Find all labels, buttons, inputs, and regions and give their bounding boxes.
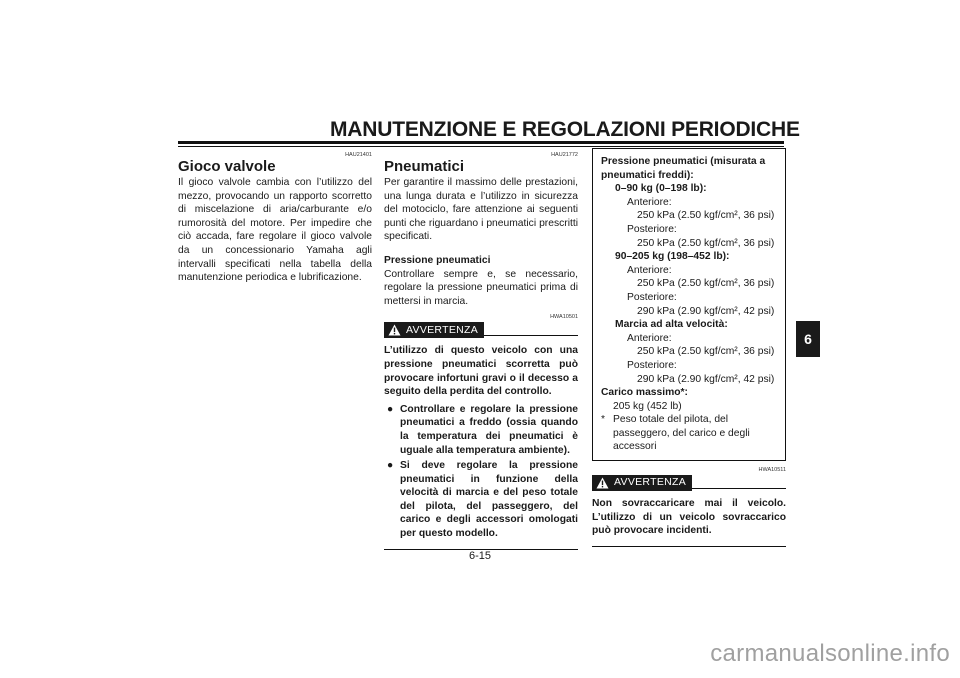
spec-footnote bbox=[601, 413, 777, 454]
spec-range-1: 0–90 kg (0–198 lb): bbox=[615, 183, 707, 195]
spec-title: Pressione pneumatici (misurata a pneumatici freddi): bbox=[601, 156, 766, 181]
warning-triangle-icon bbox=[596, 477, 609, 489]
tires-title: Pneumatici bbox=[384, 158, 465, 175]
spec-max-load-value: 205 kg (452 lb) bbox=[613, 400, 682, 412]
valve-clearance-title: Gioco valvole bbox=[178, 158, 276, 175]
bullet-icon: ● bbox=[387, 460, 394, 472]
spec-rear-label: Posteriore: bbox=[627, 359, 677, 371]
watermark: carmanualsonline.info bbox=[710, 640, 950, 667]
spec-max-load-label: Carico massimo*: bbox=[601, 387, 688, 399]
spec-rear-label: Posteriore: bbox=[627, 291, 677, 303]
right-column bbox=[592, 152, 786, 547]
list-item bbox=[384, 459, 578, 541]
valve-clearance-body: Il gioco valvole cambia con l’utilizzo del mezzo, provocando un rapporto scorretto di miscelazione di aria/carburante e/o rumorosità del motore. Per impedire che ciò accada, fare regolare il gioco valvole da un concessionario Yamaha agli intervalli specificati nella tabella della manutenzione periodica e lubrificazione. bbox=[178, 177, 372, 284]
warning-code: HWA10501 bbox=[550, 314, 578, 321]
warning-label: AVVERTENZA bbox=[406, 323, 479, 336]
warning-header bbox=[592, 475, 786, 491]
spec-value: 290 kPa (2.90 kgf/cm², 42 psi) bbox=[637, 373, 775, 385]
spec-value: 250 kPa (2.50 kgf/cm², 36 psi) bbox=[637, 278, 775, 290]
section-code: HAU21772 bbox=[551, 152, 578, 158]
left-column bbox=[178, 152, 372, 285]
warning-label: AVVERTENZA bbox=[614, 476, 687, 489]
spec-front-label: Anteriore: bbox=[627, 264, 672, 276]
warning-header bbox=[384, 322, 578, 338]
chapter-tab: 6 bbox=[796, 321, 820, 357]
warning-end-rule bbox=[592, 546, 786, 547]
warning-badge bbox=[384, 322, 484, 338]
warning-code: HWA10511 bbox=[758, 467, 786, 474]
middle-column bbox=[384, 152, 578, 550]
warning-text: L’utilizzo di questo veicolo con una pressione pneumatici scorretta può provocare infortuni gravi o il decesso a seguito della perdita del controllo. bbox=[384, 345, 578, 398]
tire-pressure-spec-box bbox=[592, 148, 786, 461]
warning-rule bbox=[692, 488, 786, 489]
header-rule-thin bbox=[178, 146, 784, 147]
spec-front-label: Anteriore: bbox=[627, 332, 672, 344]
spec-value: 250 kPa (2.50 kgf/cm², 36 psi) bbox=[637, 210, 775, 222]
footnote-text: Peso totale del pilota, del passeggero, del carico e degli accessori bbox=[613, 414, 750, 453]
warning-bullets bbox=[384, 403, 578, 541]
warning-text: Non sovraccaricare mai il veicolo. L’utilizzo di un veicolo sovraccarico può provocare incidenti. bbox=[592, 498, 786, 537]
spec-range-2: 90–205 kg (198–452 lb): bbox=[615, 251, 730, 263]
spec-value: 290 kPa (2.90 kgf/cm², 42 psi) bbox=[637, 305, 775, 317]
bullet-text: Controllare e regolare la pressione pneumatici a freddo (ossia quando la temperatura dei pneumatici è uguale alla temperatura ambiente). bbox=[400, 403, 578, 456]
footnote-mark: * bbox=[601, 414, 606, 426]
tire-pressure-subhead: Pressione pneumatici bbox=[384, 254, 491, 266]
spec-value: 250 kPa (2.50 kgf/cm², 36 psi) bbox=[637, 346, 775, 358]
warning-rule bbox=[484, 335, 578, 336]
bullet-icon: ● bbox=[387, 403, 394, 415]
page-number: 6-15 bbox=[468, 550, 492, 562]
tire-pressure-body: Controllare sempre e, se necessario, regolare la pressione pneumatici prima di mettersi in marcia. bbox=[384, 268, 578, 307]
tires-intro: Per garantire il massimo delle prestazioni, una lunga durata e l’utilizzo in sicurezza del motociclo, fare attenzione ai seguenti punti che riguardano i pneumatici prescritti specificati. bbox=[384, 177, 578, 243]
section-code: HAU21401 bbox=[345, 152, 372, 158]
warning-triangle-icon bbox=[388, 324, 401, 336]
bullet-text: Si deve regolare la pressione pneumatici in funzione della velocità di marcia e del peso totale del pilota, del passeggero, del carico e degli accessori omologati per questo modello. bbox=[400, 460, 578, 540]
spec-range-3: Marcia ad alta velocità: bbox=[615, 319, 728, 331]
spec-value: 250 kPa (2.50 kgf/cm², 36 psi) bbox=[637, 237, 775, 249]
header-rule-thick bbox=[178, 141, 784, 144]
page-header-title: MANUTENZIONE E REGOLAZIONI PERIODICHE bbox=[330, 118, 800, 141]
list-item bbox=[384, 403, 578, 457]
spec-rear-label: Posteriore: bbox=[627, 223, 677, 235]
warning-badge bbox=[592, 475, 692, 491]
spec-front-label: Anteriore: bbox=[627, 196, 672, 208]
